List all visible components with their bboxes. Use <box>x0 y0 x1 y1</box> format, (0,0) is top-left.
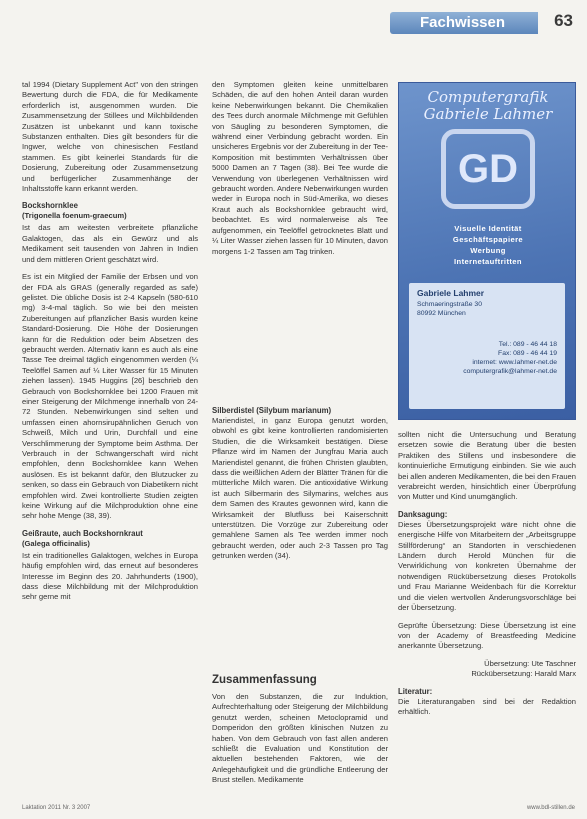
column-2-bottom <box>212 692 388 796</box>
footer-right[interactable]: www.bdl-stillen.de <box>526 805 575 811</box>
heading-silberdistel: Silberdistel (Silybum marianum) <box>212 406 332 415</box>
col2-paragraph-1: den Symptomen gleiten keine unmittelbaren Schäden, die auf den hohen Anteil daran wurden keine Nebenwirkungen bekannt. Die Chemikalien des Tees durch anormale Milchmenge mit Gefühlen von Säugling zu besonderen Symptomen, die während einer Verbindung gebracht worden. Ein unsicheres Ergebnis vor der Zubereitung in der Tee-Komposition mit bestimmten Verhältnissen über 5000 Damen an 7 Tagen (38). Bei Tee wurde die Verwendung von überlegenen Verhältnissen wird gebraucht worden. Andere Nebenwirkungen wurden weder in Europa noch in Süd-Amerika, wo dieses Kraut auch als Bockshornklee gebraucht wird, beobachtet. Es wird normalerweise als Tee aufgenommen, ein Teelöffel getrocknetes Blatt und ¼ Liter Wasser ziehen lassen für 10 Minuten, davon morgens 1-2 Tassen am Tag trinken. <box>212 80 388 256</box>
gd-logo: GD <box>441 129 535 209</box>
col2-paragraph-3: Von den Substanzen, die zur Induktion, Aufrechterhaltung oder Steigerung der Milchbildung genutzt werden, scheinen Metoclopramid und Domperidon den größten klinischen Nutzen zu haben. Von dem Gebrauch von fast allen anderen schließt die Evaluation und Konstitution der aktuellen bestehenden Faktoren, wie der Anlegehäufigkeit und die gründliche Entleerung der Brust stellen. Medikamente <box>212 692 388 785</box>
column-3 <box>398 430 576 810</box>
col1-paragraph-3: Es ist ein Mitglied der Familie der Erbsen und von der FDA als GRAS (generally regarded as safe) gelistet. Die übliche Dosis ist 2-4 Kapseln (580-610 mg) 3-4-mal täglich. So wie bei den meisten Zubereitungen auf pflanzlicher Basis wurden keine Standard-Dosierung. Die Höhe der Dosierungen kann für die Reduktion oder beim Absetzen des gebraucht werden. Alternativ kann es auch als eine Tasse Tee dreimal täglich eingenommen werden (¼ Teelöffel Samen auf ¼ Liter Wasser für 15 Minuten ziehen lassen). 1945 Huggins [26] beschrieb den Gebrauch von Bockshornklee bei 1200 Frauen mit einer Steigerung der Milchmenge innerhalb von 24-72 Stunden. Nebenwirkungen sind selten und umfassen einen ahornsirupähnlichen Geruch von Schweiß, Milch und Urin, Durchfall und eine Verschlimmerung der Symptome beim Asthma. Der Verbrauch in der Schwangerschaft wird nicht empfohlen, denn Bockshornklee kann Wehen auslösen. Es ist bekannt dafür, den Blutzucker zu senken, so dass ein Gebrauch von Diabetikern nicht empfohlen wird. Zwei kontrollierte Studien zeigten keine Wirkung auf die Milchproduktion ohne eine sehr hohe Menge (38, 39). <box>22 272 198 521</box>
col3-paragraph-2: Dieses Übersetzungsprojekt wäre nicht ohne die energische Hilfe von Mitarbeitern der „Arbeitsgruppe Stillförderung“ an Standorten in verschiedenen Ländern durch Herold München für die Verwirklichung von konkreten Übernahme der notwendigen Rückübersetzung dieses Protokolls und Frau Marianne Weidenbach für die Korrektur und die vielen wertvollen Änderungsvorschläge bei der Übersetzung. <box>398 519 576 613</box>
ad-card-fax: Fax: 089 - 46 44 19 <box>498 350 557 357</box>
subheading-galega: (Galega officinalis) <box>22 538 90 548</box>
ad-services <box>405 223 571 267</box>
page-header <box>390 8 577 38</box>
column-2-middle <box>212 404 388 660</box>
col3-paragraph-3: Geprüfte Übersetzung: Diese Übersetzung ist eine von der Academy of Breastfeeding Medicine anerkannte Übersetzung. <box>398 620 576 651</box>
credit-translation: Übersetzung: Ute Taschner <box>484 658 576 668</box>
ad-line-1: Visuelle Identität <box>454 224 522 233</box>
ad-card-web[interactable]: internet: www.lahmer-net.de <box>472 359 557 366</box>
heading-danksagung: Danksagung: <box>398 509 448 519</box>
col2-paragraph-2: Mariendistel, in ganz Europa genutzt worden, obwohl es gibt keine kontrollierten randomisierten Studien, die die Wirksamkeit bestätigen. Diese Pflanze wird im Namen der Jungfrau Maria auch Mariendistel genannt, die frühen Christen glaubten, dass die weißlichen Adern der Blätter Tränen für die mütterliche Milch waren. Die antioxidative Wirkung ist auch Silbermarin des Silymarins, welches aus dem Samen des Krautes gewonnen wird, kann die Wirksamkeit der Blutfluss bei Kaiserschnitt unterstützen. Die Vorzüge zur Zubereitung oder gemahlene Samen als Tee werden immer noch gebraucht werden, oder auch 2-3 Tassen pro Tag getrunken werden (34). <box>212 416 388 561</box>
ad-card-address-2: 80992 München <box>417 310 466 317</box>
col1-paragraph-1: tal 1994 (Dietary Supplement Act" von den stringen Bewertung durch die FDA, die für Medikamente erforderlich ist, ausgenommen wurden. Die Zusammensetzung der Stillees und Milchbildenden Zusätzen ist unbekannt und kann toxische Substanzen enthalten. Dies gilt besonders für die Ingwer, welche von chinesischen Festland stammen. Es gibt keinerlei Standards für die Dosierung, Zubereitung oder Zusammensetzung und berfügerlicher Zusammenhänge der Inhaltsstoffe kann erkannt werden. <box>22 80 198 194</box>
subheading-trigonella: (Trigonella foenum-graecum) <box>22 211 127 221</box>
ad-card-tel: Tel.: 089 - 46 44 18 <box>498 341 557 348</box>
page-number: 63 <box>554 11 573 30</box>
section-tab: Fachwissen <box>390 12 538 34</box>
column-2-top <box>212 80 388 402</box>
column-1 <box>22 80 198 780</box>
col3-paragraph-1: sollten nicht die Untersuchung und Beratung ersetzen sowie die Beratung über die besten Praktiken des Stillens und insbesondere die kontinuierliche Ermutigung einbinden. Sie wie auch bei allen anderen Medikamenten, die bei den Frauen verabreicht werden, hinsichtlich einer Überprüfung von Mutter und Kind unumgänglich. <box>398 430 576 502</box>
ad-card-name: Gabriele Lahmer <box>417 288 485 298</box>
heading-bockshornklee: Bockshornklee <box>22 201 78 211</box>
col1-paragraph-4: Ist ein traditionelles Galaktogen, welches in Europa häufig empfohlen wird, das erneut auf besonderes Interesse im Beginn des 20. Jahrhunderts (1900), dass diese Milchbildung mit der Milchproduktion sehr gerne mit <box>22 550 198 602</box>
ad-line-2: Geschäftspapiere <box>452 235 524 244</box>
col3-paragraph-literatur: Die Literaturangaben sind bei der Redaktion erhältlich. <box>398 696 576 716</box>
heading-literatur: Literatur: <box>398 686 433 696</box>
ad-card-mail[interactable]: computergrafik@lahmer-net.de <box>463 368 557 375</box>
ad-script-title: Computergrafik Gabriele Lahmer <box>423 88 553 123</box>
heading-geissraute: Geißraute, auch Bockshornkraut <box>22 528 143 538</box>
advertisement-box <box>398 82 576 420</box>
ad-line-4: Internetauftritten <box>454 257 522 266</box>
ad-line-3: Werbung <box>470 246 506 255</box>
ad-contact-card <box>409 283 565 409</box>
ad-card-address-1: Schmaeringstraße 30 <box>417 301 482 308</box>
credit-back-translation: Rückübersetzung: Harald Marx <box>471 669 576 679</box>
col1-paragraph-2: Ist das am weitesten verbreitete pflanzliche Galaktogen, das als ein Gewürz und als Medikament seit tausenden von Jahren in Indien und dem mittleren Orient geschätzt wird. <box>22 223 198 264</box>
footer-left: Laktation 2011 Nr. 3 2007 <box>22 805 91 811</box>
heading-zusammenfassung: Zusammenfassung <box>212 674 317 686</box>
